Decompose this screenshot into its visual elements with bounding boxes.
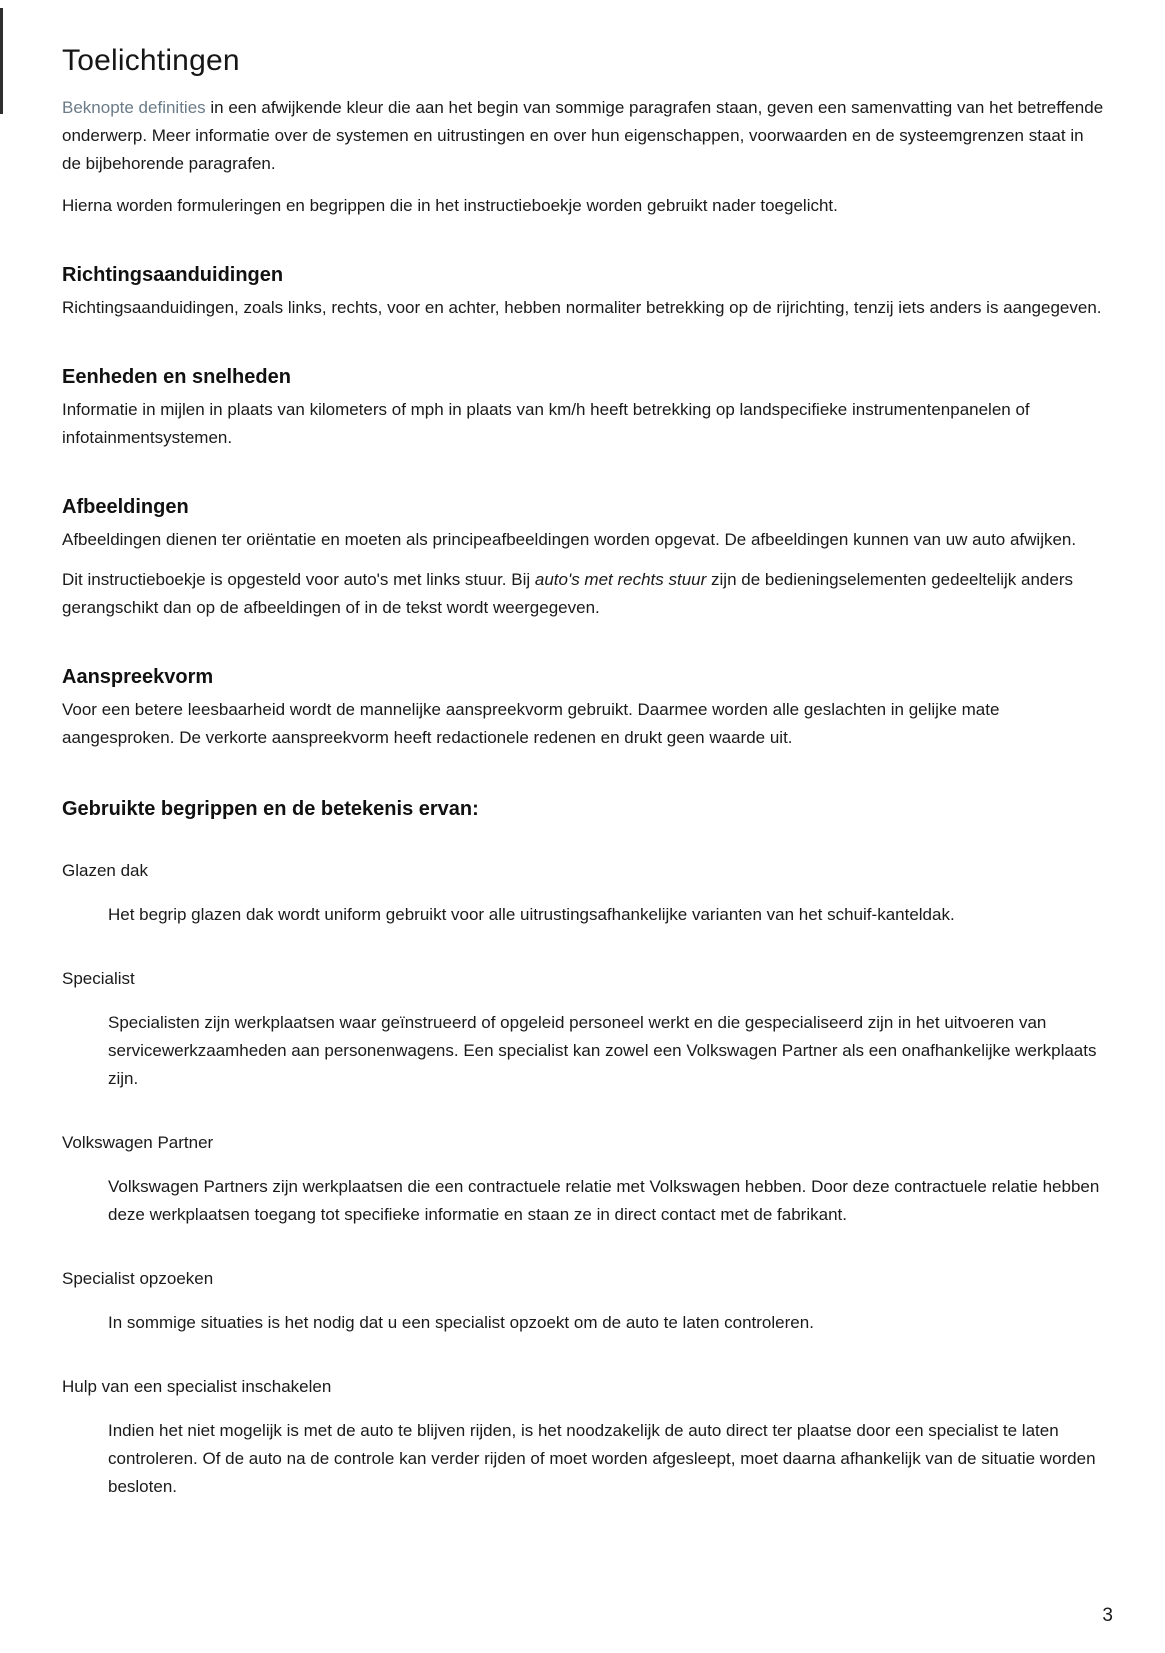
section-body: Voor een betere leesbaarheid wordt de mannelijke aanspreekvorm gebruikt. Daarmee worden alle geslachten in gelijke mate aangesproken. De verkorte aanspreekvorm heeft redactionele redenen en drukt geen waarde uit. — [62, 700, 1000, 747]
glossary-term-glazen-dak — [62, 859, 1107, 929]
intro-lead-rest: in een afwijkende kleur die aan het begin van sommige paragrafen staan, geven een samenvatting van het betreffende onderwerp. Meer informatie over de systemen en uitrustingen en over hun eigenschappen, voorwaarden en de systeemgrenzen staat in de bijbehorende paragrafen. — [62, 98, 1104, 173]
section-afbeeldingen — [62, 496, 1107, 622]
term-label: Glazen dak — [62, 861, 148, 880]
section-eenheden-en-snelheden — [62, 366, 1107, 452]
term-definition: Specialisten zijn werkplaatsen waar geïnstrueerd of opgeleid personeel werkt en die gespecialiseerd zijn in het uitvoeren van servicewerkzaamheden aan personenwagens. Een specialist kan zowel een Volkswagen Partner als een onafhankelijke werkplaats zijn. — [108, 1013, 1097, 1088]
term-definition: Volkswagen Partners zijn werkplaatsen die een contractuele relatie met Volkswagen hebben. Door deze contractuele relatie hebben deze werkplaatsen toegang tot specifieke informatie en staan ze in direct contact met de fabrikant. — [108, 1177, 1100, 1224]
intro-paragraph — [62, 94, 1107, 178]
section-body-2 — [62, 566, 1107, 622]
section-aanspreekvorm — [62, 666, 1107, 752]
term-label: Specialist — [62, 969, 135, 988]
section-body: Informatie in mijlen in plaats van kilometers of mph in plaats van km/h heeft betrekking op landspecifieke instrumentenpanelen of infotainmentsystemen. — [62, 400, 1030, 447]
intro-second-paragraph: Hierna worden formuleringen en begrippen die in het instructieboekje worden gebruikt nader toegelicht. — [62, 196, 838, 215]
section-heading: Richtingsaanduidingen — [62, 264, 284, 286]
section-body: Richtingsaanduidingen, zoals links, rechts, voor en achter, hebben normaliter betrekking op de rijrichting, tenzij iets anders is aangegeven. — [62, 298, 1102, 317]
term-label: Hulp van een specialist inschakelen — [62, 1377, 332, 1396]
section-heading: Aanspreekvorm — [62, 666, 214, 688]
term-label: Volkswagen Partner — [62, 1133, 214, 1152]
term-definition: In sommige situaties is het nodig dat u een specialist opzoekt om de auto te laten controleren. — [108, 1313, 814, 1332]
page-number: 3 — [1102, 1605, 1113, 1626]
section-body: Afbeeldingen dienen ter oriëntatie en moeten als principeafbeeldingen worden opgevat. De afbeeldingen kunnen van uw auto afwijken. — [62, 530, 1077, 549]
body2-after: zijn de bedieningselementen gedeeltelijk anders gerangschikt dan op de afbeeldingen of in de tekst wordt weergegeven. — [62, 570, 1073, 617]
section-heading: Eenheden en snelheden — [62, 366, 291, 388]
section-richtingsaanduidingen — [62, 264, 1107, 322]
body2-italic: auto's met rechts stuur — [534, 570, 707, 589]
glossary-term-specialist — [62, 967, 1107, 1093]
glossary-term-specialist-opzoeken — [62, 1267, 1107, 1337]
page-title: Toelichtingen — [62, 44, 240, 77]
intro-lead-accent: Beknopte definities — [62, 98, 206, 117]
glossary-heading: Gebruikte begrippen en de betekenis ervan: — [62, 798, 479, 820]
term-label: Specialist opzoeken — [62, 1269, 214, 1288]
term-definition: Het begrip glazen dak wordt uniform gebruikt voor alle uitrustingsafhankelijke varianten van het schuif-kanteldak. — [108, 905, 955, 924]
page-edge-artifact — [0, 8, 3, 114]
glossary-term-volkswagen-partner — [62, 1131, 1107, 1229]
section-heading: Afbeeldingen — [62, 496, 189, 518]
term-definition: Indien het niet mogelijk is met de auto te blijven rijden, is het noodzakelijk de auto direct ter plaatse door een specialist te laten controleren. Of de auto na de controle kan verder rijden of moet worden afgesleept, moet daarna afhankelijk van de situatie worden besloten. — [108, 1421, 1096, 1496]
body2-before: Dit instructieboekje is opgesteld voor auto's met links stuur. Bij — [62, 570, 535, 589]
glossary-term-hulp-specialist — [62, 1375, 1107, 1501]
